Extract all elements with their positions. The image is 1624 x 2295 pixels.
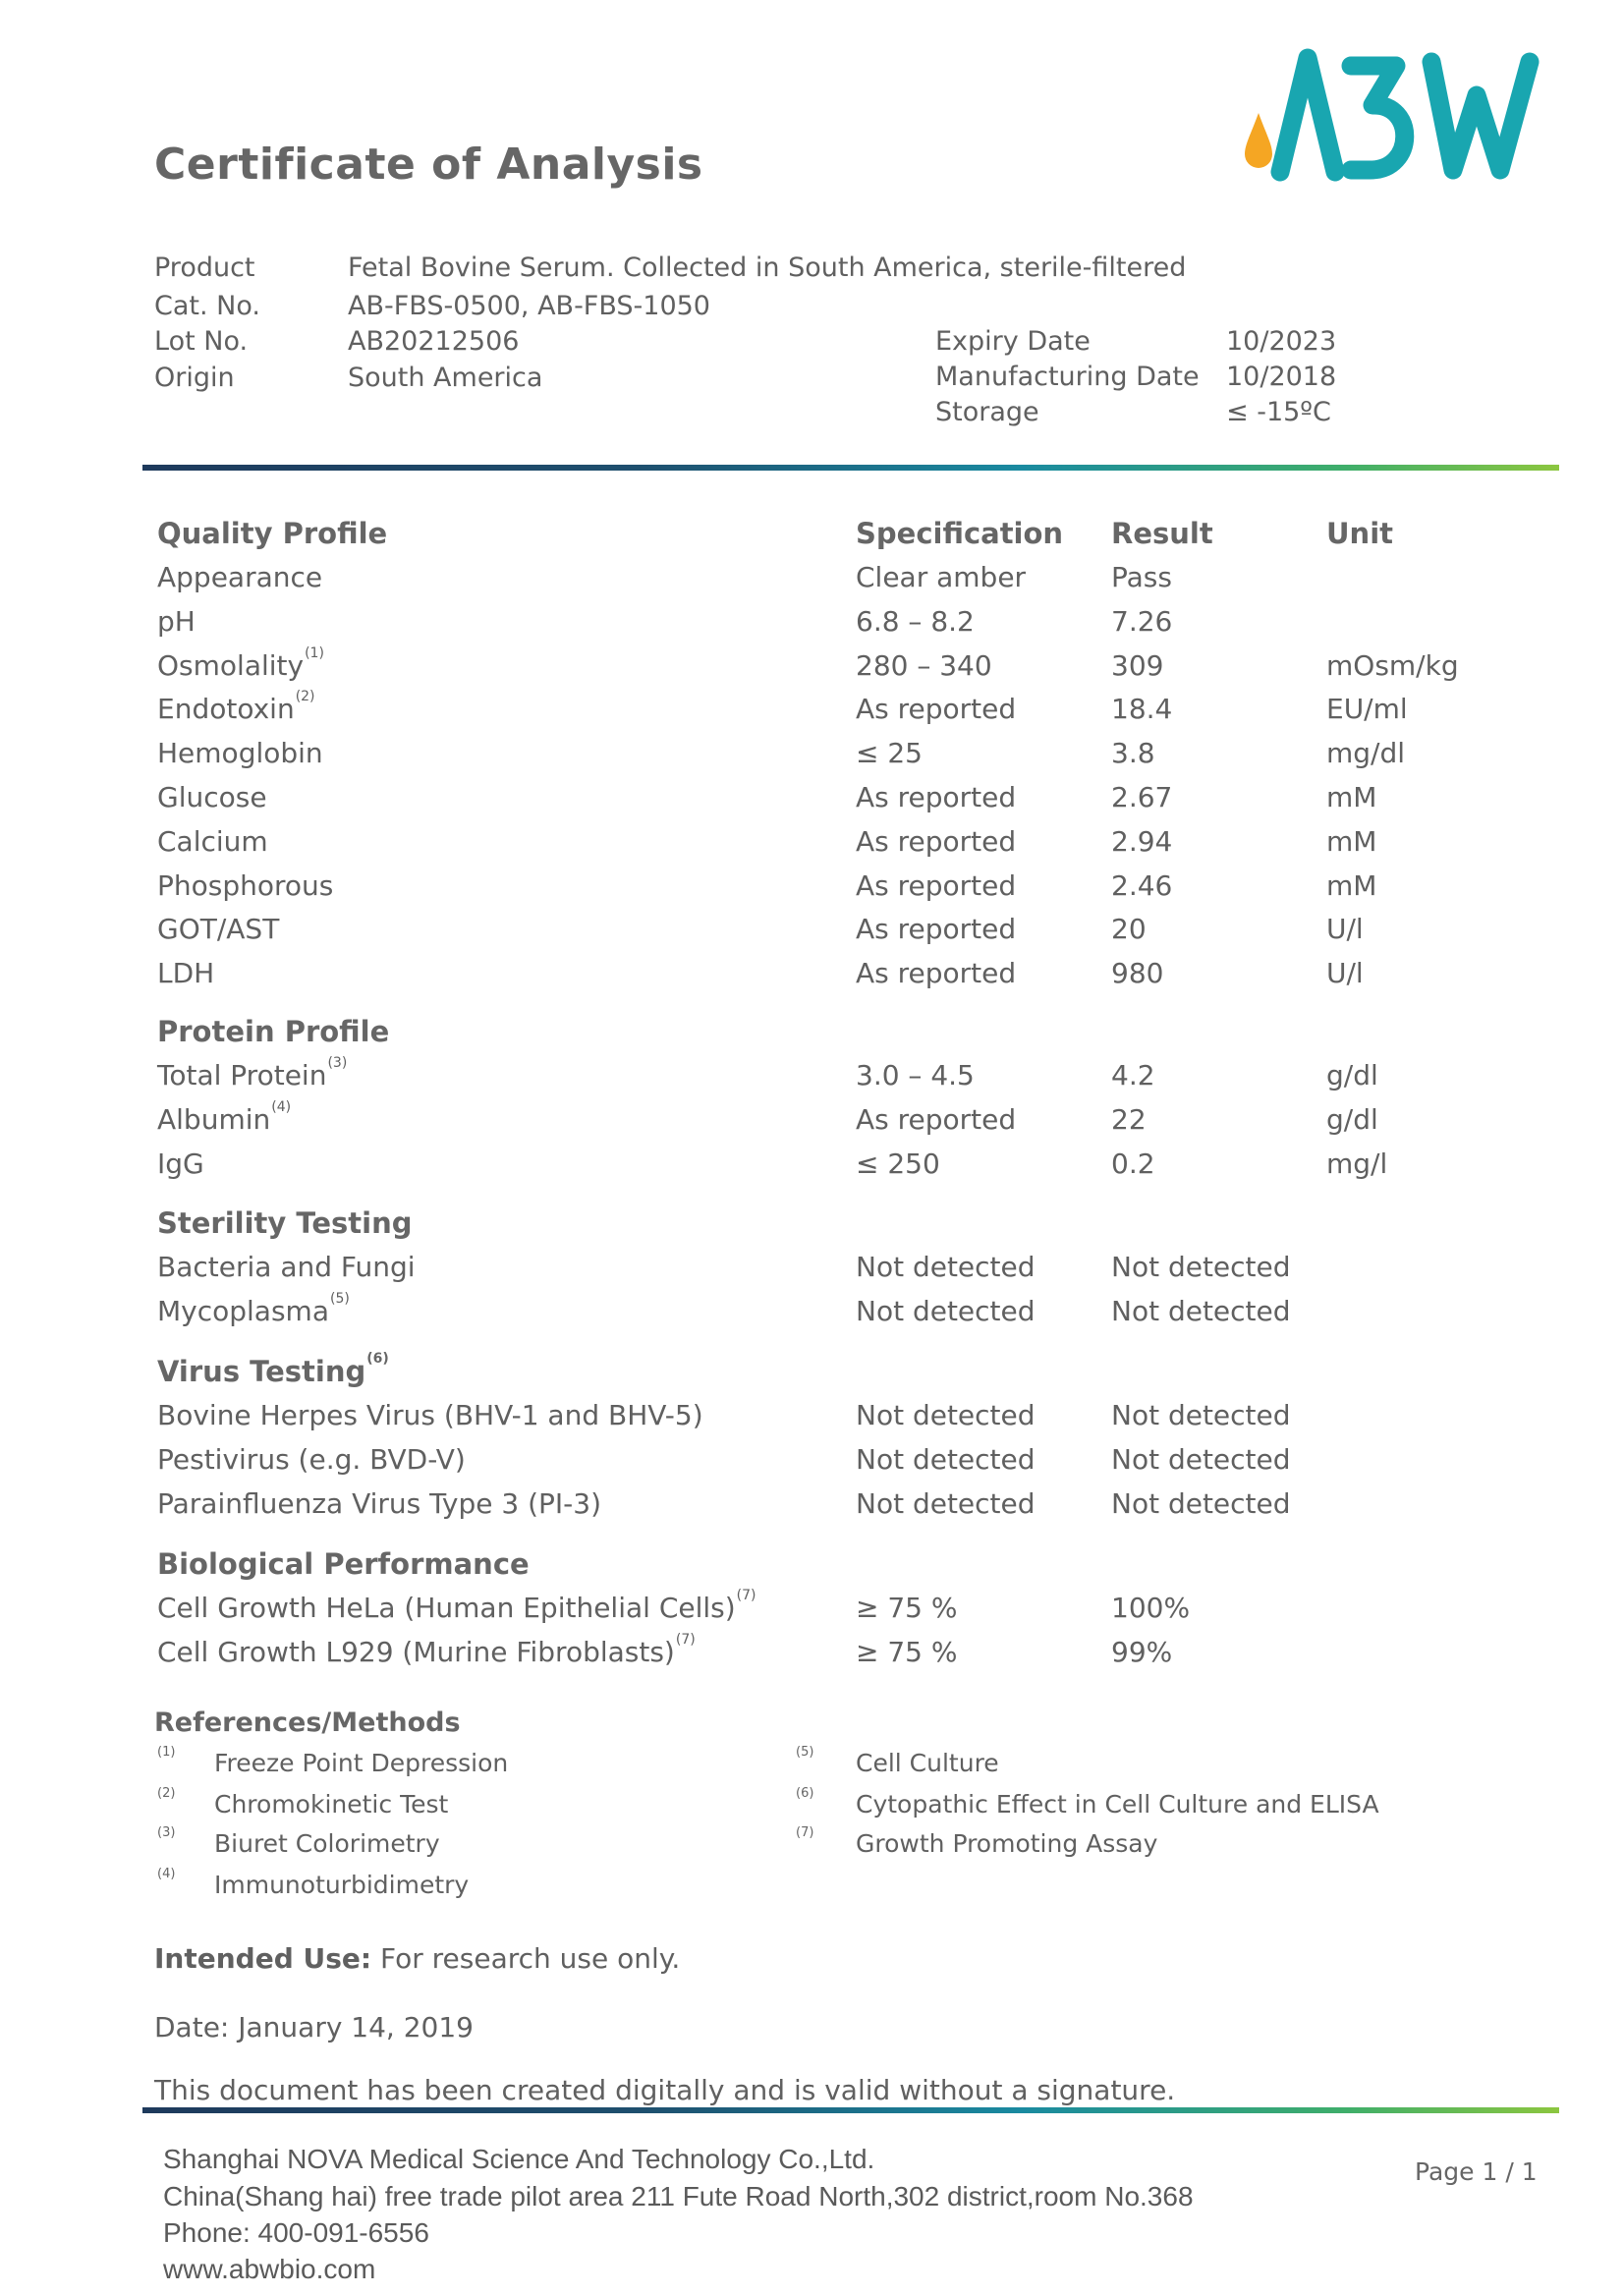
row-result: Pass bbox=[1111, 561, 1172, 593]
header-divider bbox=[142, 465, 1559, 471]
row-name bbox=[157, 1148, 204, 1180]
row-result: 0.2 bbox=[1111, 1148, 1155, 1180]
reference-text: Cell Culture bbox=[856, 1749, 999, 1777]
row-name-text: Appearance bbox=[157, 561, 323, 593]
section-heading-text: Biological Performance bbox=[157, 1547, 530, 1581]
row-spec: As reported bbox=[856, 869, 1017, 902]
mfg-value: 10/2018 bbox=[1226, 362, 1337, 392]
logo-text-icon bbox=[1280, 58, 1530, 172]
reference-number: (6) bbox=[796, 1786, 814, 1801]
section-heading-protein bbox=[157, 1015, 389, 1048]
storage-label: Storage bbox=[935, 397, 1039, 427]
row-name-text: Parainfluenza Virus Type 3 (PI-3) bbox=[157, 1487, 601, 1520]
row-result: 4.2 bbox=[1111, 1059, 1155, 1092]
footer-company: Shanghai NOVA Medical Science And Technology Co.,Ltd. bbox=[163, 2144, 875, 2174]
row-name bbox=[157, 1291, 350, 1327]
footnote-marker: (4) bbox=[271, 1099, 292, 1115]
expiry-value: 10/2023 bbox=[1226, 326, 1337, 357]
footer-divider bbox=[142, 2107, 1559, 2113]
row-name bbox=[157, 1055, 348, 1092]
row-name bbox=[157, 1399, 703, 1431]
row-name bbox=[157, 561, 322, 593]
footnote-marker: (1) bbox=[305, 645, 324, 661]
reference-number: (7) bbox=[796, 1825, 814, 1840]
row-name bbox=[157, 605, 196, 638]
row-result: 99% bbox=[1111, 1636, 1173, 1668]
row-unit: U/l bbox=[1326, 957, 1364, 989]
reference-number: (1) bbox=[157, 1745, 176, 1760]
row-unit: mM bbox=[1326, 825, 1377, 858]
reference-text: Cytopathic Effect in Cell Culture and ELISA bbox=[856, 1790, 1379, 1819]
row-name bbox=[157, 1443, 466, 1476]
row-name bbox=[157, 645, 324, 682]
row-name-text: Mycoplasma bbox=[157, 1295, 329, 1327]
row-result: 20 bbox=[1111, 913, 1147, 945]
footnote-marker: (7) bbox=[736, 1588, 756, 1603]
row-spec: As reported bbox=[856, 825, 1017, 858]
row-name bbox=[157, 781, 267, 813]
row-spec: Not detected bbox=[856, 1443, 1036, 1476]
row-name-text: Phosphorous bbox=[157, 869, 334, 902]
row-name-text: Cell Growth HeLa (Human Epithelial Cells) bbox=[157, 1592, 736, 1624]
row-name-text: Osmolality bbox=[157, 649, 305, 682]
row-spec: ≥ 75 % bbox=[856, 1636, 958, 1668]
row-name bbox=[157, 1487, 601, 1520]
row-name bbox=[157, 825, 268, 858]
row-name bbox=[157, 957, 214, 989]
digital-note: This document has been created digitally and is valid without a signature. bbox=[154, 2074, 1176, 2106]
product-label: Product bbox=[154, 252, 255, 283]
row-spec: ≤ 25 bbox=[856, 737, 923, 769]
intended-use bbox=[154, 1942, 680, 1975]
expiry-label: Expiry Date bbox=[935, 326, 1091, 357]
row-spec: Not detected bbox=[856, 1487, 1036, 1520]
section-heading-text: Sterility Testing bbox=[157, 1206, 413, 1240]
row-spec: 280 – 340 bbox=[856, 649, 992, 682]
footnote-marker: (2) bbox=[295, 689, 315, 704]
row-name bbox=[157, 689, 315, 725]
row-unit: EU/ml bbox=[1326, 693, 1408, 725]
row-unit: mM bbox=[1326, 869, 1377, 902]
row-unit: mg/l bbox=[1326, 1148, 1388, 1180]
row-name bbox=[157, 1588, 756, 1624]
row-unit: mM bbox=[1326, 781, 1377, 813]
row-result: Not detected bbox=[1111, 1399, 1291, 1431]
row-name-text: IgG bbox=[157, 1148, 204, 1180]
row-name-text: Total Protein bbox=[157, 1059, 327, 1092]
row-spec: 3.0 – 4.5 bbox=[856, 1059, 975, 1092]
row-result: 7.26 bbox=[1111, 605, 1173, 638]
row-spec: As reported bbox=[856, 957, 1017, 989]
row-name-text: Hemoglobin bbox=[157, 737, 323, 769]
row-name-text: Calcium bbox=[157, 825, 268, 858]
origin-label: Origin bbox=[154, 363, 235, 393]
row-name bbox=[157, 1251, 416, 1283]
product-value: Fetal Bovine Serum. Collected in South America, sterile-filtered bbox=[348, 252, 1187, 283]
row-name bbox=[157, 869, 333, 902]
row-unit: mOsm/kg bbox=[1326, 649, 1459, 682]
date-line: Date: January 14, 2019 bbox=[154, 2011, 474, 2043]
section-heading-text: Virus Testing bbox=[157, 1355, 366, 1388]
reference-number: (3) bbox=[157, 1825, 176, 1840]
footnote-marker: (3) bbox=[327, 1055, 348, 1071]
row-result: 980 bbox=[1111, 957, 1164, 989]
reference-text: Immunoturbidimetry bbox=[214, 1871, 470, 1899]
row-unit: g/dl bbox=[1326, 1059, 1378, 1092]
footnote-marker: (5) bbox=[330, 1291, 350, 1307]
footer-website[interactable]: www.abwbio.com bbox=[163, 2254, 376, 2284]
origin-value: South America bbox=[348, 363, 543, 393]
row-result: Not detected bbox=[1111, 1487, 1291, 1520]
row-spec: As reported bbox=[856, 693, 1017, 725]
cat-label: Cat. No. bbox=[154, 291, 260, 321]
reference-text: Growth Promoting Assay bbox=[856, 1829, 1158, 1858]
row-unit: g/dl bbox=[1326, 1103, 1378, 1136]
row-name-text: Cell Growth L929 (Murine Fibroblasts) bbox=[157, 1636, 675, 1668]
row-result: 3.8 bbox=[1111, 737, 1155, 769]
section-heading-sterility bbox=[157, 1206, 412, 1240]
row-unit: mg/dl bbox=[1326, 737, 1406, 769]
row-name bbox=[157, 1099, 292, 1136]
footer-phone: Phone: 400-091-6556 bbox=[163, 2217, 429, 2248]
reference-text: Freeze Point Depression bbox=[214, 1749, 509, 1777]
row-name-text: Endotoxin bbox=[157, 693, 295, 725]
references-heading: References/Methods bbox=[154, 1707, 461, 1738]
storage-value: ≤ -15ºC bbox=[1226, 397, 1331, 427]
reference-number: (4) bbox=[157, 1867, 176, 1881]
row-spec: As reported bbox=[856, 1103, 1017, 1136]
row-result: 2.94 bbox=[1111, 825, 1173, 858]
row-spec: As reported bbox=[856, 781, 1017, 813]
column-header-spec: Specification bbox=[856, 517, 1064, 550]
row-name bbox=[157, 737, 323, 769]
footnote-marker: (6) bbox=[366, 1351, 389, 1367]
section-heading-biological bbox=[157, 1547, 530, 1581]
row-result: 22 bbox=[1111, 1103, 1147, 1136]
row-result: 309 bbox=[1111, 649, 1164, 682]
intended-use-value: For research use only. bbox=[379, 1942, 681, 1975]
row-name bbox=[157, 1632, 696, 1668]
row-spec: Not detected bbox=[856, 1399, 1036, 1431]
row-spec: Clear amber bbox=[856, 561, 1027, 593]
section-heading-text: Protein Profile bbox=[157, 1015, 390, 1048]
page-title: Certificate of Analysis bbox=[154, 140, 703, 190]
reference-text: Chromokinetic Test bbox=[214, 1790, 449, 1819]
row-name-text: Pestivirus (e.g. BVD-V) bbox=[157, 1443, 466, 1476]
row-result: Not detected bbox=[1111, 1251, 1291, 1283]
row-name-text: Glucose bbox=[157, 781, 267, 813]
reference-text: Biuret Colorimetry bbox=[214, 1829, 440, 1858]
row-spec: Not detected bbox=[856, 1251, 1036, 1283]
row-name-text: Albumin bbox=[157, 1103, 271, 1136]
lot-value: AB20212506 bbox=[348, 326, 520, 357]
row-spec: ≤ 250 bbox=[856, 1148, 940, 1180]
row-result: 2.67 bbox=[1111, 781, 1173, 813]
abw-logo bbox=[1243, 44, 1547, 192]
lot-label: Lot No. bbox=[154, 326, 249, 357]
row-unit: U/l bbox=[1326, 913, 1364, 945]
row-result: 18.4 bbox=[1111, 693, 1173, 725]
footer-address: China(Shang hai) free trade pilot area 211 Fute Road North,302 district,room No.368 bbox=[163, 2181, 1194, 2211]
row-name-text: LDH bbox=[157, 957, 215, 989]
section-heading-virus bbox=[157, 1351, 389, 1388]
logo-drop-icon bbox=[1245, 113, 1272, 168]
row-name bbox=[157, 913, 279, 945]
footnote-marker: (7) bbox=[675, 1632, 696, 1648]
intended-use-label: Intended Use: bbox=[154, 1942, 372, 1975]
row-name-text: Bacteria and Fungi bbox=[157, 1251, 416, 1283]
cat-value: AB-FBS-0500, AB-FBS-1050 bbox=[348, 291, 710, 321]
row-result: 2.46 bbox=[1111, 869, 1173, 902]
row-name-text: GOT/AST bbox=[157, 913, 280, 945]
row-result: Not detected bbox=[1111, 1443, 1291, 1476]
column-header-result: Result bbox=[1111, 517, 1213, 550]
row-name-text: pH bbox=[157, 605, 196, 638]
column-header-unit: Unit bbox=[1326, 517, 1393, 550]
row-spec: As reported bbox=[856, 913, 1017, 945]
row-spec: 6.8 – 8.2 bbox=[856, 605, 975, 638]
section-heading-quality: Quality Profile bbox=[157, 517, 388, 550]
reference-number: (2) bbox=[157, 1786, 176, 1801]
row-spec: ≥ 75 % bbox=[856, 1592, 958, 1624]
row-name-text: Bovine Herpes Virus (BHV-1 and BHV-5) bbox=[157, 1399, 703, 1431]
row-spec: Not detected bbox=[856, 1295, 1036, 1327]
page-number: Page 1 / 1 bbox=[1415, 2157, 1538, 2186]
mfg-label: Manufacturing Date bbox=[935, 362, 1200, 392]
row-result: 100% bbox=[1111, 1592, 1191, 1624]
row-result: Not detected bbox=[1111, 1295, 1291, 1327]
reference-number: (5) bbox=[796, 1745, 814, 1760]
